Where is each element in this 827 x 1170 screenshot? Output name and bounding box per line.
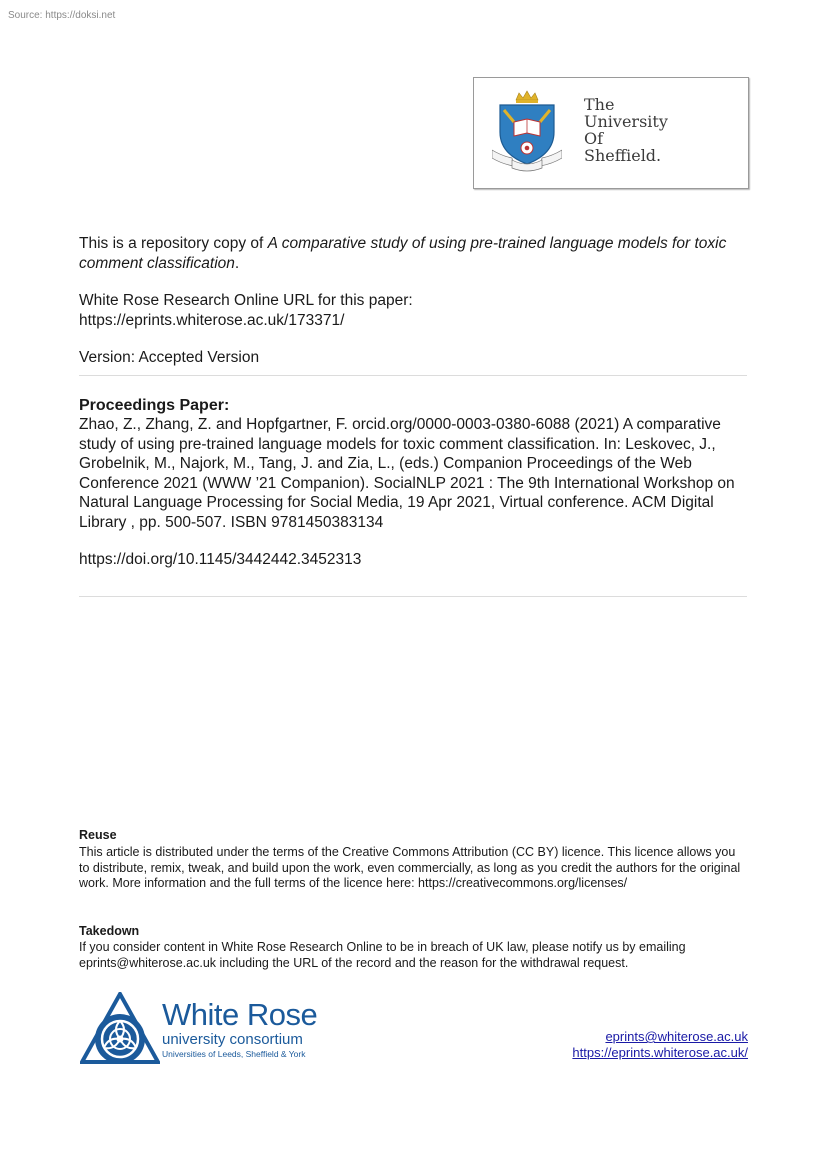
divider <box>79 375 747 376</box>
website-link[interactable]: https://eprints.whiterose.ac.uk/ <box>572 1045 748 1060</box>
university-name-line: Of <box>584 129 604 148</box>
takedown-heading: Takedown <box>79 924 140 938</box>
university-name-line: The <box>584 95 615 114</box>
repository-statement <box>79 234 749 273</box>
url-block <box>79 291 749 330</box>
repository-prefix: This is a repository copy of <box>79 235 268 252</box>
reuse-text: This article is distributed under the terms of the Creative Commons Attribution (CC BY) licence. This licence allows you to distribute, remix, tweak, and build upon the work, even commercially, as long as you credit the authors for the original work. More information and the full terms of the licence here: https://creativecommons.org/licenses/ <box>79 845 741 890</box>
url-label: White Rose Research Online URL for this paper: <box>79 292 413 309</box>
divider <box>79 596 747 597</box>
university-logo <box>473 77 749 189</box>
source-label: Source: https://doksi.net <box>8 10 116 21</box>
takedown-text: If you consider content in White Rose Research Online to be in breach of UK law, please notify us by emailing eprints@whiterose.ac.uk including the URL of the record and the reason for the withdrawal request. <box>79 940 686 970</box>
white-rose-subtitle: university consortium <box>162 1031 303 1048</box>
university-crest-icon <box>492 90 562 172</box>
reuse-heading: Reuse <box>79 828 117 842</box>
proceedings-heading: Proceedings Paper: <box>79 397 230 414</box>
contact-links <box>572 1029 748 1061</box>
white-rose-logo <box>80 992 330 1072</box>
doi-link[interactable]: https://doi.org/10.1145/3442442.3452313 <box>79 551 362 568</box>
paper-url[interactable]: https://eprints.whiterose.ac.uk/173371/ <box>79 311 345 329</box>
repository-suffix: . <box>234 254 240 272</box>
citation-text: Zhao, Z., Zhang, Z. and Hopfgartner, F. orcid.org/0000-0003-0380-6088 (2021) A comparative study of using pre-trained language models for toxic comment classification. In: Leskovec, J., Grobelnik, M., Najork, M., Tang, J. and Zia, L., (eds.) Companion Proceedings of the Web Conference 2021 (WWW ’21 Companion). SocialNLP 2021 : The 9th International Workshop on Natural Language Processing for Social Media, 19 Apr 2021, Virtual conference. ACM Digital Library , pp. 500-507. ISBN 9781450383134 <box>79 416 735 531</box>
university-name <box>584 96 668 164</box>
white-rose-title: White Rose <box>162 997 318 1032</box>
white-rose-emblem-icon <box>80 992 160 1072</box>
paper-title: A comparative study of using pre-trained language models for toxic comment classification <box>79 235 727 272</box>
white-rose-universities: Universities of Leeds, Sheffield & York <box>162 1049 306 1059</box>
email-link[interactable]: eprints@whiterose.ac.uk <box>605 1029 748 1044</box>
version-label: Version: Accepted Version <box>79 349 260 366</box>
university-name-line: Sheffield. <box>584 146 662 165</box>
university-name-line: University <box>584 112 668 131</box>
